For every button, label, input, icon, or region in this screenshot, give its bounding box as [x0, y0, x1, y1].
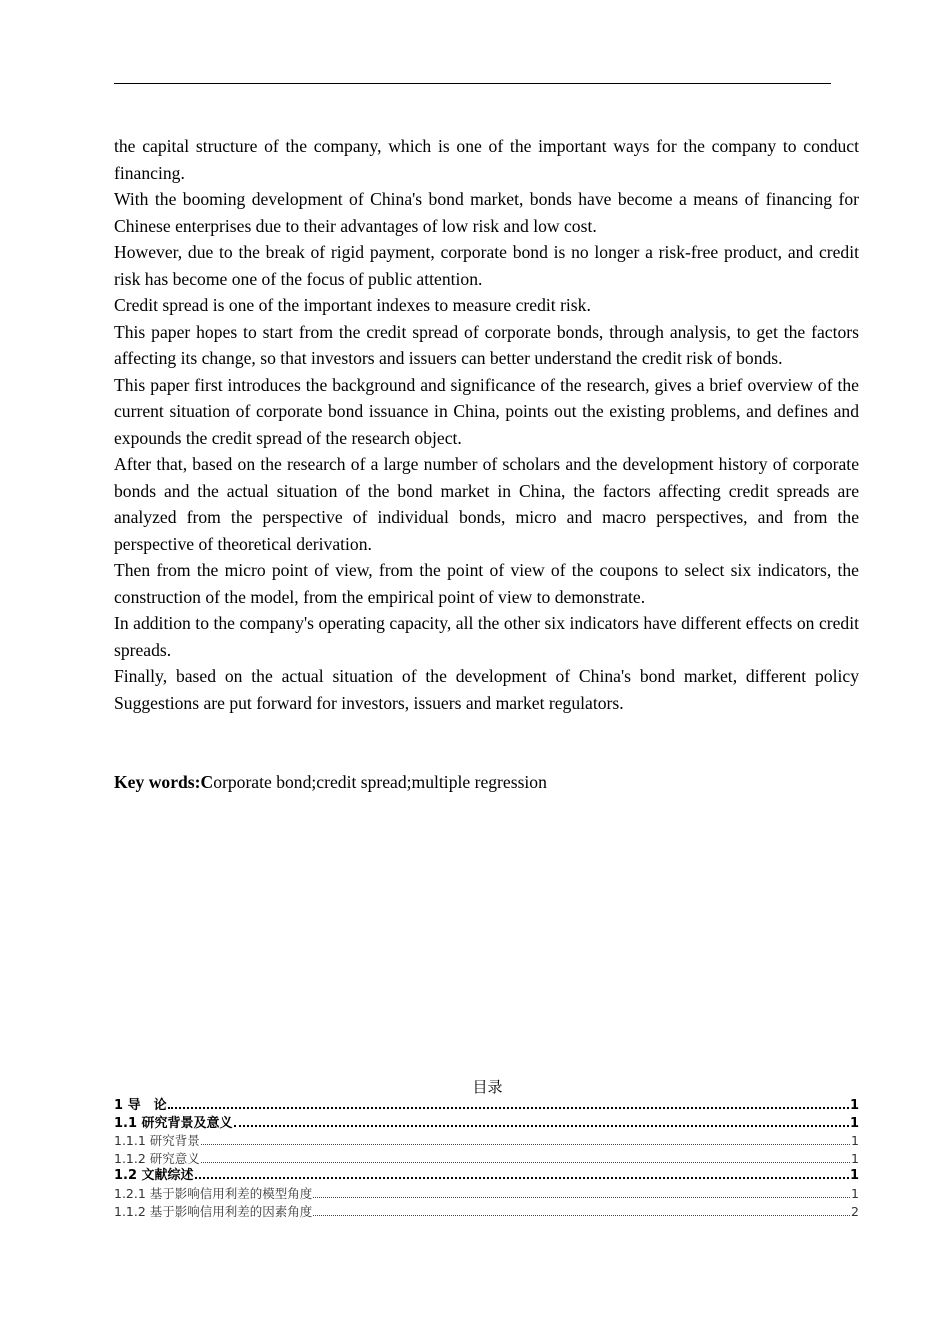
toc-entry-page: 1	[851, 1185, 859, 1201]
abstract-paragraph: However, due to the break of rigid payment, corporate bond is no longer a risk-free product, and credit risk has become one of the focus of public attention.	[114, 242, 859, 289]
toc-leader-dots	[201, 1134, 850, 1145]
toc-entry-page: 1	[849, 1098, 859, 1113]
toc-entry[interactable]	[114, 1167, 859, 1185]
toc-entry[interactable]	[114, 1150, 859, 1168]
toc-leader-dots	[201, 1152, 850, 1163]
toc-entry-page: 1	[849, 1115, 859, 1131]
toc-entry-label: 1.1.2 基于影响信用利差的因素角度	[114, 1203, 313, 1219]
toc-leader-dots	[168, 1097, 849, 1109]
toc-entry[interactable]	[114, 1203, 859, 1221]
header-rule	[114, 83, 831, 84]
abstract-paragraph: the capital structure of the company, which is one of the important ways for the company to conduct financing.	[114, 136, 859, 183]
keywords-text: orporate bond;credit spread;multiple regression	[213, 772, 547, 792]
table-of-contents	[114, 1097, 859, 1220]
abstract-paragraph: Finally, based on the actual situation of the development of China's bond market, different policy Suggestions are put forward for investors, issuers and market regulators.	[114, 666, 859, 713]
toc-entry[interactable]	[114, 1115, 859, 1133]
toc-leader-dots	[195, 1167, 849, 1179]
toc-entry-page: 1	[851, 1150, 859, 1166]
keywords-label: Key words:C	[114, 772, 214, 792]
abstract-paragraph: This paper hopes to start from the credit spread of corporate bonds, through analysis, to get the factors affecting its change, so that investors and issuers can better understand the credit risk of bonds.	[114, 321, 859, 368]
toc-entry[interactable]	[114, 1185, 859, 1203]
toc-entry-page: 2	[851, 1203, 859, 1219]
abstract-paragraph: After that, based on the research of a large number of scholars and the development history of corporate bonds and the actual situation of the bond market in China, the factors affecting credit spreads are analyzed from the perspective of individual bonds, micro and macro perspectives, and from the perspective of theoretical derivation.	[114, 454, 859, 554]
toc-entry[interactable]	[114, 1097, 859, 1115]
abstract-body	[114, 133, 859, 716]
toc-entry[interactable]	[114, 1132, 859, 1150]
toc-leader-dots	[313, 1205, 850, 1216]
abstract-paragraph: Credit spread is one of the important indexes to measure credit risk.	[114, 295, 591, 315]
abstract-paragraph: With the booming development of China's bond market, bonds have become a means of financing for Chinese enterprises due to their advantages of low risk and low cost.	[114, 189, 859, 236]
toc-leader-dots	[313, 1187, 850, 1198]
abstract-paragraph: Then from the micro point of view, from the point of view of the coupons to select six indicators, the construction of the model, from the empirical point of view to demonstrate.	[114, 560, 859, 607]
toc-entry-label: 1.1.2 研究意义	[114, 1150, 200, 1166]
toc-entry-label: 1.2.1 基于影响信用利差的模型角度	[114, 1185, 313, 1201]
toc-entry-page: 1	[851, 1133, 859, 1149]
keywords-line	[114, 769, 859, 796]
toc-entry-label: 1.1 研究背景及意义	[114, 1115, 233, 1131]
toc-entry-page: 1	[849, 1168, 859, 1184]
toc-leader-dots	[234, 1115, 849, 1127]
toc-entry-label: 1.1.1 研究背景	[114, 1133, 200, 1149]
toc-title: 目录	[472, 1078, 503, 1096]
toc-entry-label: 1.2 文献综述	[114, 1168, 194, 1184]
abstract-paragraph: In addition to the company's operating capacity, all the other six indicators have different effects on credit spreads.	[114, 613, 859, 660]
abstract-paragraph: This paper first introduces the background and significance of the research, gives a brief overview of the current situation of corporate bond issuance in China, points out the existing problems, and defines and expounds the credit spread of the research object.	[114, 374, 859, 448]
toc-entry-label: 1 导 论	[114, 1098, 167, 1113]
